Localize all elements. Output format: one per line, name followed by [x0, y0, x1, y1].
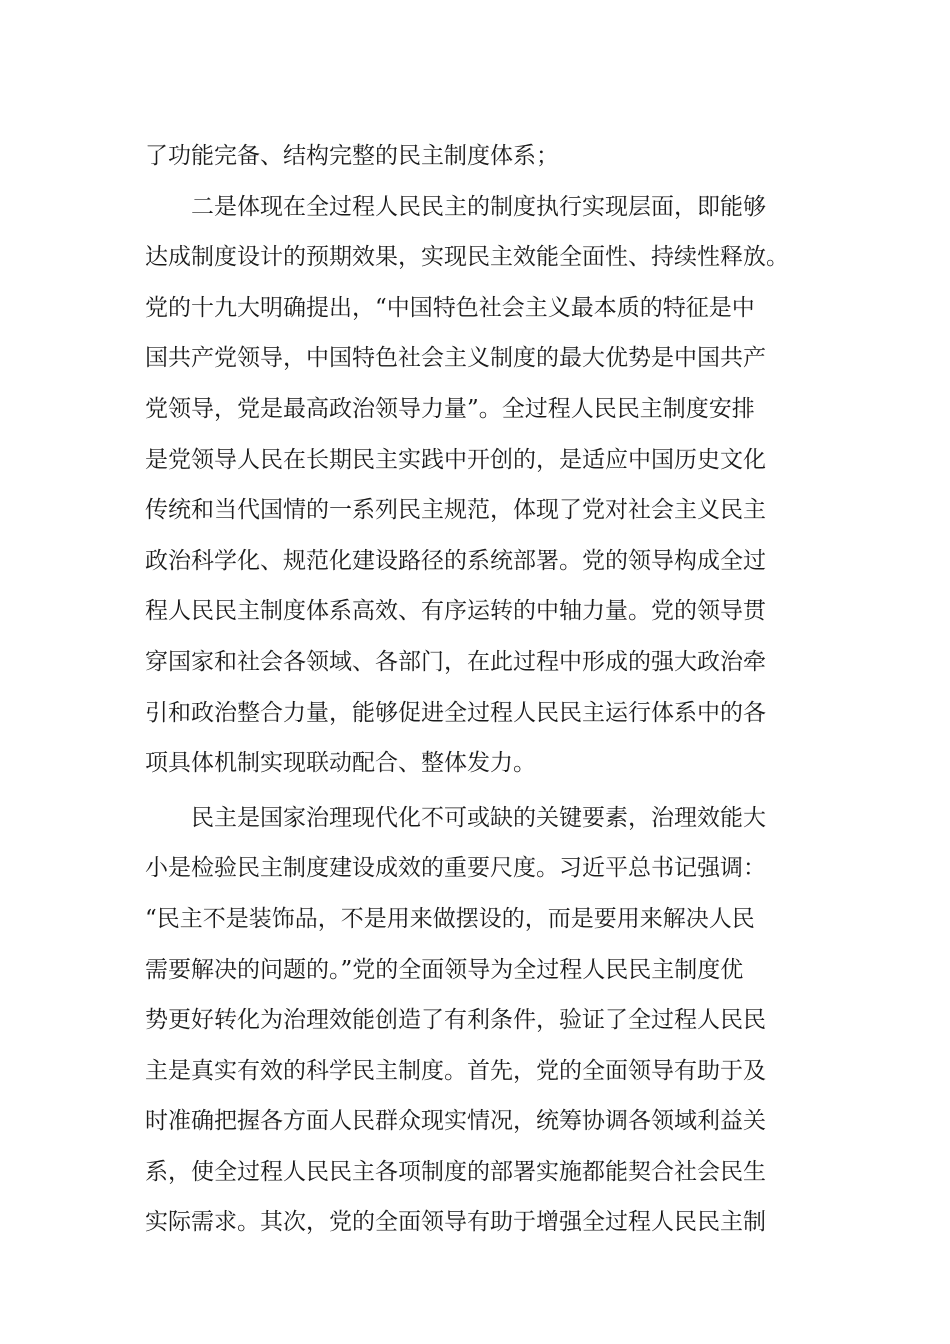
text-line: 实际需求。其次，党的全面领导有助于增强全过程人民民主制 [145, 1209, 766, 1236]
text-line: 党领导，党是最高政治领导力量”。全过程人民民主制度安排 [145, 395, 755, 422]
paragraph-start-line: 民主是国家治理现代化不可或缺的关键要素，治理效能大 [191, 804, 766, 831]
text-line: “民主不是装饰品，不是用来做摆设的，而是要用来解决人民 [145, 905, 755, 932]
text-line: 时准确把握各方面人民群众现实情况，统筹协调各领域利益关 [145, 1108, 766, 1135]
text-line: 国共产党领导，中国特色社会主义制度的最大优势是中国共产 [145, 345, 766, 372]
text-line: 政治科学化、规范化建设路径的系统部署。党的领导构成全过 [145, 547, 766, 574]
paragraph-start-line: 二是体现在全过程人民民主的制度执行实现层面，即能够 [191, 193, 766, 220]
body-text [145, 131, 810, 1248]
text-line: 需要解决的问题的。”党的全面领导为全过程人民民主制度优 [145, 956, 744, 983]
text-line: 达成制度设计的预期效果，实现民主效能全面性、持续性释放。 [145, 244, 789, 271]
text-line: 系，使全过程人民民主各项制度的部署实施都能契合社会民生 [145, 1158, 766, 1185]
text-line: 是党领导人民在长期民主实践中开创的，是适应中国历史文化 [145, 446, 766, 473]
text-line: 传统和当代国情的一系列民主规范，体现了党对社会主义民主 [145, 497, 766, 524]
text-line: 穿国家和社会各领域、各部门，在此过程中形成的强大政治牵 [145, 648, 766, 675]
text-line: 项具体机制实现联动配合、整体发力。 [145, 750, 536, 777]
text-line: 引和政治整合力量，能够促进全过程人民民主运行体系中的各 [145, 699, 766, 726]
text-line: 党的十九大明确提出，“中国特色社会主义最本质的特征是中 [145, 294, 755, 321]
text-line: 了功能完备、结构完整的民主制度体系； [145, 143, 559, 169]
text-line: 主是真实有效的科学民主制度。首先，党的全面领导有助于及 [145, 1057, 766, 1084]
text-line: 程人民民主制度体系高效、有序运转的中轴力量。党的领导贯 [145, 598, 766, 625]
text-line: 小是检验民主制度建设成效的重要尺度。习近平总书记强调： [145, 855, 766, 882]
text-line: 势更好转化为治理效能创造了有利条件，验证了全过程人民民 [145, 1007, 766, 1034]
